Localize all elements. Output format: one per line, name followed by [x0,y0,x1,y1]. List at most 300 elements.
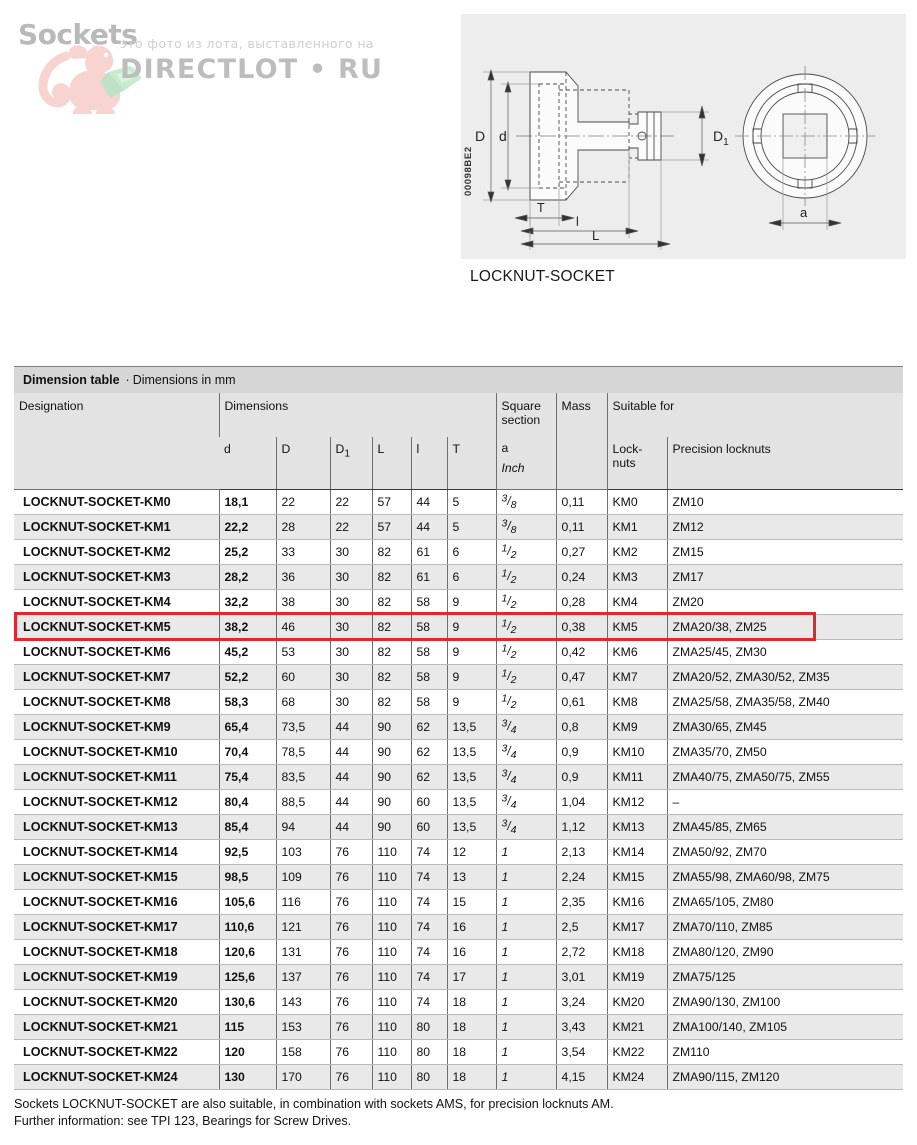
cell-locknuts: KM17 [607,914,667,939]
cell-D1: 44 [330,814,372,839]
table-row [14,789,903,814]
cell-T: 6 [447,539,496,564]
cell-d: 120,6 [219,939,276,964]
cell-locknuts: KM15 [607,864,667,889]
cell-precision-locknuts: ZM10 [667,489,903,514]
cell-precision-locknuts: ZMA100/140, ZM105 [667,1014,903,1039]
cell-precision-locknuts: ZMA65/105, ZM80 [667,889,903,914]
cell-precision-locknuts: ZMA55/98, ZMA60/98, ZM75 [667,864,903,889]
table-row [14,764,903,789]
page-header [0,0,460,120]
cell-L: 82 [372,539,411,564]
cell-l: 74 [411,939,447,964]
cell-square-section: 1 [496,839,556,864]
cell-square-section [496,689,556,714]
cell-designation: LOCKNUT-SOCKET-KM15 [14,864,219,889]
cell-D1: 76 [330,1064,372,1089]
cell-l: 44 [411,489,447,514]
cell-precision-locknuts: ZMA90/115, ZM120 [667,1064,903,1089]
table-row [14,639,903,664]
cell-T: 18 [447,1039,496,1064]
cell-designation: LOCKNUT-SOCKET-KM3 [14,564,219,589]
drawing-label-a: a [800,205,808,220]
cell-l: 62 [411,764,447,789]
cell-T: 17 [447,964,496,989]
cell-square-section [496,664,556,689]
cell-locknuts: KM22 [607,1039,667,1064]
cell-l: 74 [411,964,447,989]
cell-l: 80 [411,1064,447,1089]
cell-T: 9 [447,664,496,689]
table-head [14,393,903,489]
cell-D: 53 [276,639,330,664]
cell-T: 15 [447,889,496,914]
cell-D1: 76 [330,964,372,989]
fraction: 3/8 [501,492,517,511]
dimension-table [14,393,903,1090]
cell-D: 28 [276,514,330,539]
fraction: 3/4 [501,717,517,736]
cell-l: 58 [411,614,447,639]
cell-mass: 0,27 [556,539,607,564]
cell-L: 110 [372,989,411,1014]
cell-mass: 0,9 [556,764,607,789]
cell-precision-locknuts: ZM110 [667,1039,903,1064]
cell-locknuts: KM18 [607,939,667,964]
cell-precision-locknuts: ZMA50/92, ZM70 [667,839,903,864]
cell-square-section: 1 [496,864,556,889]
cell-D: 68 [276,689,330,714]
cell-square-section [496,789,556,814]
cell-D: 88,5 [276,789,330,814]
cell-mass: 0,28 [556,589,607,614]
cell-precision-locknuts: ZMA40/75, ZMA50/75, ZM55 [667,764,903,789]
col-header-mass: Mass [556,393,607,489]
cell-D: 33 [276,539,330,564]
cell-d: 120 [219,1039,276,1064]
table-row [14,664,903,689]
cell-mass: 0,61 [556,689,607,714]
cell-square-section [496,614,556,639]
cell-d: 25,2 [219,539,276,564]
cell-locknuts: KM21 [607,1014,667,1039]
cell-designation: LOCKNUT-SOCKET-KM1 [14,514,219,539]
fraction: 1/2 [501,567,517,586]
cell-square-section [496,714,556,739]
cell-square-section: 1 [496,1064,556,1089]
cell-d: 115 [219,1014,276,1039]
cell-d: 65,4 [219,714,276,739]
col-header-square-section [496,393,556,489]
cell-T: 12 [447,839,496,864]
cell-l: 58 [411,664,447,689]
cell-D: 153 [276,1014,330,1039]
col-header-T: T [447,437,496,489]
watermark-line-1: это фото из лота, выставленного на [120,36,374,51]
col-header-D1: $D_1$ [330,437,372,489]
fraction: 1/2 [501,642,517,661]
cell-mass: 0,42 [556,639,607,664]
cell-mass: 3,24 [556,989,607,1014]
cell-locknuts: KM16 [607,889,667,914]
locknuts-line2: nuts [612,456,636,470]
cell-locknuts: KM11 [607,764,667,789]
fraction: 1/2 [501,667,517,686]
cell-D1: 30 [330,639,372,664]
cell-d: 38,2 [219,614,276,639]
cell-D: 109 [276,864,330,889]
table-row [14,1064,903,1089]
cell-designation: LOCKNUT-SOCKET-KM12 [14,789,219,814]
cell-designation: LOCKNUT-SOCKET-KM17 [14,914,219,939]
drawing-reference-code: 00098BE2 [463,146,474,196]
cell-designation: LOCKNUT-SOCKET-KM6 [14,639,219,664]
cell-designation: LOCKNUT-SOCKET-KM24 [14,1064,219,1089]
cell-locknuts: KM4 [607,589,667,614]
cell-D1: 76 [330,839,372,864]
cell-locknuts: KM2 [607,539,667,564]
cell-D1: 22 [330,514,372,539]
cell-precision-locknuts: ZMA25/45, ZM30 [667,639,903,664]
cell-square-section [496,564,556,589]
cell-locknuts: KM9 [607,714,667,739]
cell-d: 70,4 [219,739,276,764]
cell-D1: 30 [330,689,372,714]
cell-mass: 0,38 [556,614,607,639]
cell-mass: 2,72 [556,939,607,964]
drawing-label-D: D [475,128,486,144]
cell-D: 116 [276,889,330,914]
table-row [14,564,903,589]
cell-D1: 30 [330,589,372,614]
cell-l: 61 [411,539,447,564]
cell-l: 61 [411,564,447,589]
cell-D: 73,5 [276,714,330,739]
cell-precision-locknuts: ZMA20/52, ZMA30/52, ZM35 [667,664,903,689]
cell-designation: LOCKNUT-SOCKET-KM18 [14,939,219,964]
cell-D1: 44 [330,739,372,764]
cell-locknuts: KM6 [607,639,667,664]
cell-D: 170 [276,1064,330,1089]
page-title: Sockets [18,18,138,51]
cell-d: 85,4 [219,814,276,839]
cell-square-section: 1 [496,889,556,914]
cell-d: 80,4 [219,789,276,814]
cell-square-section: 1 [496,914,556,939]
col-header-l: l [411,437,447,489]
cell-designation: LOCKNUT-SOCKET-KM2 [14,539,219,564]
caption-separator: · [125,373,130,387]
cell-precision-locknuts: ZMA75/125 [667,964,903,989]
cell-square-section: 1 [496,989,556,1014]
drawing-label-D1: $D_1$ [713,128,729,148]
drawing-label-d: d [499,128,507,144]
cell-D: 158 [276,1039,330,1064]
caption-bold-text: Dimension table [23,373,120,387]
cell-square-section: 1 [496,964,556,989]
cell-locknuts: KM19 [607,964,667,989]
cell-square-section: 1 [496,1014,556,1039]
cell-D1: 76 [330,889,372,914]
cell-precision-locknuts: ZMA80/120, ZM90 [667,939,903,964]
cell-L: 82 [372,589,411,614]
cell-L: 82 [372,689,411,714]
cell-mass: 3,43 [556,1014,607,1039]
drawing-caption: LOCKNUT-SOCKET [470,268,615,285]
cell-D: 38 [276,589,330,614]
cell-D1: 44 [330,764,372,789]
cell-mass: 3,54 [556,1039,607,1064]
col-header-D: D [276,437,330,489]
cell-d: 125,6 [219,964,276,989]
cell-mass: 3,01 [556,964,607,989]
cell-D: 94 [276,814,330,839]
cell-designation: LOCKNUT-SOCKET-KM8 [14,689,219,714]
square-section-symbol: a [501,441,509,455]
col-header-locknuts [607,437,667,489]
cell-l: 44 [411,514,447,539]
cell-D1: 44 [330,789,372,814]
cell-D1: 44 [330,714,372,739]
cell-designation: LOCKNUT-SOCKET-KM9 [14,714,219,739]
locknut-socket-drawing-svg [461,14,906,259]
cell-D: 121 [276,914,330,939]
square-section-line1: Square [501,399,541,413]
table-row [14,514,903,539]
cell-designation: LOCKNUT-SOCKET-KM20 [14,989,219,1014]
cell-T: 9 [447,589,496,614]
fraction: 3/4 [501,767,517,786]
cell-T: 9 [447,614,496,639]
cell-square-section [496,639,556,664]
cell-D1: 76 [330,914,372,939]
cell-l: 60 [411,789,447,814]
cell-l: 80 [411,1039,447,1064]
cell-precision-locknuts: ZMA45/85, ZM65 [667,814,903,839]
cell-precision-locknuts: ZMA25/58, ZMA35/58, ZM40 [667,689,903,714]
cell-mass: 2,13 [556,839,607,864]
table-row [14,914,903,939]
cell-L: 110 [372,939,411,964]
cell-T: 9 [447,639,496,664]
cell-designation: LOCKNUT-SOCKET-KM4 [14,589,219,614]
table-row [14,489,903,514]
cell-L: 110 [372,1014,411,1039]
cell-T: 16 [447,914,496,939]
cell-T: 16 [447,939,496,964]
cell-square-section [496,514,556,539]
drawing-label-l: l [576,215,579,229]
cell-D: 46 [276,614,330,639]
cell-precision-locknuts: ZMA90/130, ZM100 [667,989,903,1014]
cell-precision-locknuts: ZMA20/38, ZM25 [667,614,903,639]
cell-d: 22,2 [219,514,276,539]
cell-square-section: 1 [496,1039,556,1064]
cell-D: 143 [276,989,330,1014]
cell-locknuts: KM5 [607,614,667,639]
cell-D: 36 [276,564,330,589]
cell-d: 110,6 [219,914,276,939]
table-footnote [14,1096,903,1130]
cell-L: 82 [372,639,411,664]
cell-designation: LOCKNUT-SOCKET-KM10 [14,739,219,764]
cell-designation: LOCKNUT-SOCKET-KM0 [14,489,219,514]
square-section-line2: section [501,413,541,427]
cell-l: 74 [411,914,447,939]
cell-l: 74 [411,989,447,1014]
table-row [14,1014,903,1039]
footnote-line-1: Sockets LOCKNUT-SOCKET are also suitable, in combination with sockets AMS, for precision locknuts AM. [14,1097,614,1111]
cell-T: 13 [447,864,496,889]
cell-l: 58 [411,689,447,714]
cell-D1: 76 [330,939,372,964]
dimension-table-section [14,366,903,1090]
cell-mass: 1,04 [556,789,607,814]
fraction: 1/2 [501,617,517,636]
cell-L: 90 [372,814,411,839]
table-header-row-group [14,393,903,437]
cell-D1: 76 [330,989,372,1014]
technical-drawing [461,14,906,259]
cell-L: 110 [372,964,411,989]
cell-d: 92,5 [219,839,276,864]
cell-locknuts: KM10 [607,739,667,764]
cell-designation: LOCKNUT-SOCKET-KM11 [14,764,219,789]
cell-T: 13,5 [447,814,496,839]
cell-D1: 22 [330,489,372,514]
cell-precision-locknuts: ZM12 [667,514,903,539]
cell-d: 130,6 [219,989,276,1014]
table-row [14,1039,903,1064]
table-row [14,614,903,639]
cell-T: 5 [447,514,496,539]
cell-mass: 0,11 [556,489,607,514]
cell-L: 90 [372,789,411,814]
table-row [14,714,903,739]
cell-D: 131 [276,939,330,964]
table-row [14,539,903,564]
fraction: 1/2 [501,692,517,711]
cell-l: 62 [411,714,447,739]
cell-T: 18 [447,1014,496,1039]
drawing-label-L: L [592,228,600,243]
cell-square-section [496,739,556,764]
cell-square-section [496,589,556,614]
drawing-label-T: T [537,201,545,215]
cell-T: 18 [447,989,496,1014]
cell-locknuts: KM8 [607,689,667,714]
cell-T: 13,5 [447,714,496,739]
cell-L: 57 [372,489,411,514]
fraction: 3/8 [501,517,517,536]
cell-L: 110 [372,889,411,914]
footnote-line-2: Further information: see TPI 123, Bearings for Screw Drives. [14,1114,352,1128]
cell-L: 90 [372,764,411,789]
cell-locknuts: KM12 [607,789,667,814]
cell-L: 57 [372,514,411,539]
table-row [14,814,903,839]
locknuts-line1: Lock- [612,442,643,456]
cell-L: 110 [372,839,411,864]
cell-l: 62 [411,739,447,764]
cell-d: 98,5 [219,864,276,889]
cell-designation: LOCKNUT-SOCKET-KM21 [14,1014,219,1039]
cell-locknuts: KM20 [607,989,667,1014]
square-section-unit: Inch [501,461,525,475]
cell-l: 74 [411,839,447,864]
cell-L: 82 [372,564,411,589]
cell-L: 110 [372,1039,411,1064]
cell-designation: LOCKNUT-SOCKET-KM22 [14,1039,219,1064]
table-body [14,489,903,1089]
cell-locknuts: KM0 [607,489,667,514]
table-row [14,589,903,614]
cell-L: 90 [372,714,411,739]
cell-d: 58,3 [219,689,276,714]
table-row [14,689,903,714]
cell-d: 75,4 [219,764,276,789]
cell-D: 137 [276,964,330,989]
cell-precision-locknuts: ZMA30/65, ZM45 [667,714,903,739]
cell-L: 110 [372,914,411,939]
cell-mass: 4,15 [556,1064,607,1089]
cell-D: 78,5 [276,739,330,764]
cell-designation: LOCKNUT-SOCKET-KM7 [14,664,219,689]
cell-d: 105,6 [219,889,276,914]
cell-square-section [496,814,556,839]
cell-D1: 76 [330,1039,372,1064]
cell-square-section [496,489,556,514]
cell-mass: 0,47 [556,664,607,689]
cell-locknuts: KM7 [607,664,667,689]
cell-l: 74 [411,889,447,914]
cell-precision-locknuts: ZMA35/70, ZM50 [667,739,903,764]
cell-d: 32,2 [219,589,276,614]
cell-l: 58 [411,589,447,614]
cell-precision-locknuts: ZM15 [667,539,903,564]
table-row [14,864,903,889]
cell-D1: 30 [330,664,372,689]
cell-T: 6 [447,564,496,589]
cell-mass: 0,24 [556,564,607,589]
table-row [14,839,903,864]
caption-rest-text: Dimensions in mm [132,373,236,387]
table-row [14,989,903,1014]
col-header-dimensions: Dimensions [219,393,496,437]
cell-precision-locknuts: – [667,789,903,814]
col-header-precision-locknuts: Precision locknuts [667,437,903,489]
cell-d: 130 [219,1064,276,1089]
cell-mass: 0,9 [556,739,607,764]
cell-designation: LOCKNUT-SOCKET-KM13 [14,814,219,839]
fraction: 3/4 [501,817,517,836]
cell-precision-locknuts: ZM20 [667,589,903,614]
cell-locknuts: KM3 [607,564,667,589]
table-row [14,964,903,989]
cell-T: 13,5 [447,789,496,814]
cell-T: 5 [447,489,496,514]
col-header-L: L [372,437,411,489]
fraction: 3/4 [501,792,517,811]
table-row [14,939,903,964]
cell-locknuts: KM24 [607,1064,667,1089]
cell-mass: 0,8 [556,714,607,739]
col-header-designation: Designation [14,393,219,489]
cell-mass: 2,24 [556,864,607,889]
cell-locknuts: KM14 [607,839,667,864]
cell-mass: 0,11 [556,514,607,539]
cell-mass: 2,5 [556,914,607,939]
